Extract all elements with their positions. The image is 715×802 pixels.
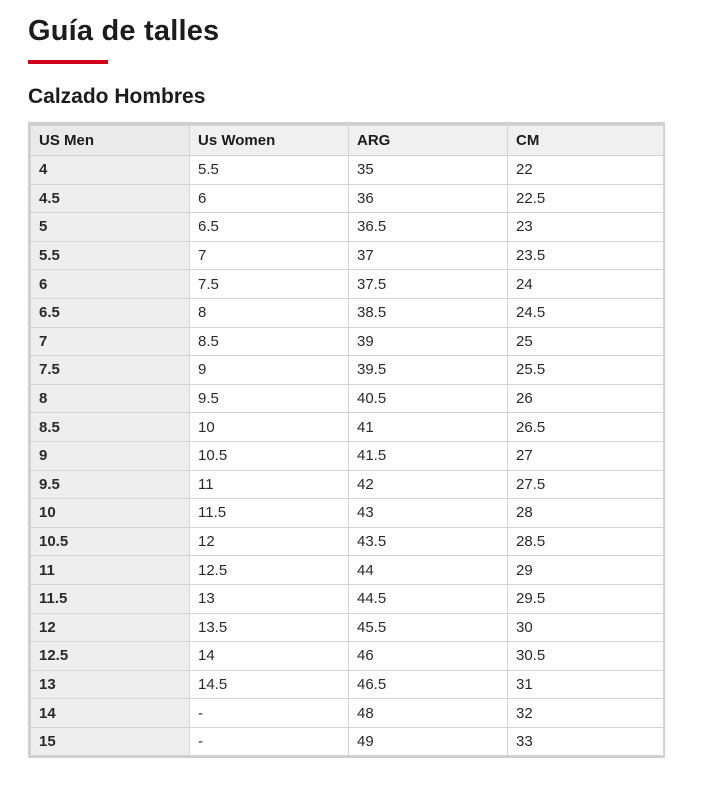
- cell-arg: 49: [349, 727, 508, 756]
- table-row: [31, 470, 664, 499]
- header-us-men: US Men: [31, 126, 190, 156]
- cell-us-men: 12: [31, 613, 190, 642]
- cell-cm: 24: [508, 270, 664, 299]
- cell-us-women: 8: [190, 298, 349, 327]
- cell-us-men: 6: [31, 270, 190, 299]
- cell-cm: 32: [508, 699, 664, 728]
- table-row: [31, 527, 664, 556]
- table-row: [31, 727, 664, 756]
- cell-us-men: 7.5: [31, 356, 190, 385]
- cell-arg: 43: [349, 499, 508, 528]
- cell-us-women: 8.5: [190, 327, 349, 356]
- cell-cm: 30: [508, 613, 664, 642]
- table-row: [31, 413, 664, 442]
- cell-cm: 28.5: [508, 527, 664, 556]
- cell-us-men: 6.5: [31, 298, 190, 327]
- cell-us-women: 9.5: [190, 384, 349, 413]
- cell-cm: 26.5: [508, 413, 664, 442]
- cell-arg: 37.5: [349, 270, 508, 299]
- table-row: [31, 584, 664, 613]
- cell-arg: 41: [349, 413, 508, 442]
- cell-cm: 28: [508, 499, 664, 528]
- table-row: [31, 213, 664, 242]
- cell-us-men: 11.5: [31, 584, 190, 613]
- cell-us-men: 10: [31, 499, 190, 528]
- table-row: [31, 356, 664, 385]
- table-row: [31, 384, 664, 413]
- cell-cm: 26: [508, 384, 664, 413]
- cell-us-women: 12: [190, 527, 349, 556]
- cell-us-men: 8.5: [31, 413, 190, 442]
- cell-us-women: -: [190, 699, 349, 728]
- cell-arg: 43.5: [349, 527, 508, 556]
- cell-cm: 25.5: [508, 356, 664, 385]
- cell-us-women: 13.5: [190, 613, 349, 642]
- cell-us-men: 8: [31, 384, 190, 413]
- cell-arg: 39: [349, 327, 508, 356]
- cell-arg: 38.5: [349, 298, 508, 327]
- table-row: [31, 241, 664, 270]
- cell-us-men: 10.5: [31, 527, 190, 556]
- cell-us-men: 11: [31, 556, 190, 585]
- cell-us-men: 12.5: [31, 642, 190, 671]
- cell-us-women: 9: [190, 356, 349, 385]
- title-underline: [28, 60, 108, 64]
- size-table-container: [28, 122, 665, 758]
- cell-us-men: 14: [31, 699, 190, 728]
- cell-arg: 48: [349, 699, 508, 728]
- page-title: Guía de talles: [28, 15, 220, 47]
- cell-arg: 39.5: [349, 356, 508, 385]
- table-header-row: [31, 126, 664, 156]
- cell-cm: 24.5: [508, 298, 664, 327]
- cell-cm: 29.5: [508, 584, 664, 613]
- table-row: [31, 441, 664, 470]
- table-row: [31, 298, 664, 327]
- table-row: [31, 613, 664, 642]
- cell-us-women: 6.5: [190, 213, 349, 242]
- cell-us-men: 4: [31, 156, 190, 185]
- cell-us-women: 5.5: [190, 156, 349, 185]
- table-row: [31, 699, 664, 728]
- cell-cm: 30.5: [508, 642, 664, 671]
- section-title: Calzado Hombres: [28, 85, 206, 108]
- table-row: [31, 270, 664, 299]
- table-header: [31, 126, 664, 156]
- cell-arg: 35: [349, 156, 508, 185]
- cell-us-men: 9: [31, 441, 190, 470]
- cell-cm: 22.5: [508, 184, 664, 213]
- cell-cm: 22: [508, 156, 664, 185]
- cell-us-women: 6: [190, 184, 349, 213]
- table-row: [31, 156, 664, 185]
- cell-arg: 45.5: [349, 613, 508, 642]
- table-row: [31, 556, 664, 585]
- cell-us-women: 11.5: [190, 499, 349, 528]
- cell-us-women: 14: [190, 642, 349, 671]
- cell-arg: 36: [349, 184, 508, 213]
- cell-us-men: 5.5: [31, 241, 190, 270]
- header-us-women: Us Women: [190, 126, 349, 156]
- cell-arg: 40.5: [349, 384, 508, 413]
- cell-arg: 42: [349, 470, 508, 499]
- cell-us-women: 7: [190, 241, 349, 270]
- cell-cm: 29: [508, 556, 664, 585]
- cell-us-women: 12.5: [190, 556, 349, 585]
- cell-cm: 33: [508, 727, 664, 756]
- cell-arg: 46: [349, 642, 508, 671]
- cell-us-women: 10.5: [190, 441, 349, 470]
- header-cm: CM: [508, 126, 664, 156]
- header-arg: ARG: [349, 126, 508, 156]
- cell-cm: 27.5: [508, 470, 664, 499]
- cell-arg: 44: [349, 556, 508, 585]
- table-row: [31, 670, 664, 699]
- cell-us-men: 5: [31, 213, 190, 242]
- table-row: [31, 327, 664, 356]
- cell-cm: 23: [508, 213, 664, 242]
- table-row: [31, 499, 664, 528]
- table-row: [31, 184, 664, 213]
- cell-cm: 27: [508, 441, 664, 470]
- cell-cm: 23.5: [508, 241, 664, 270]
- cell-us-women: 11: [190, 470, 349, 499]
- cell-us-men: 7: [31, 327, 190, 356]
- cell-arg: 44.5: [349, 584, 508, 613]
- cell-arg: 41.5: [349, 441, 508, 470]
- cell-arg: 46.5: [349, 670, 508, 699]
- cell-us-women: -: [190, 727, 349, 756]
- cell-us-women: 10: [190, 413, 349, 442]
- cell-arg: 36.5: [349, 213, 508, 242]
- cell-us-women: 14.5: [190, 670, 349, 699]
- cell-us-women: 13: [190, 584, 349, 613]
- cell-us-women: 7.5: [190, 270, 349, 299]
- cell-us-men: 4.5: [31, 184, 190, 213]
- size-table: [30, 125, 664, 756]
- cell-us-men: 9.5: [31, 470, 190, 499]
- cell-us-men: 15: [31, 727, 190, 756]
- cell-cm: 31: [508, 670, 664, 699]
- table-body: [31, 156, 664, 756]
- cell-cm: 25: [508, 327, 664, 356]
- table-row: [31, 642, 664, 671]
- cell-us-men: 13: [31, 670, 190, 699]
- cell-arg: 37: [349, 241, 508, 270]
